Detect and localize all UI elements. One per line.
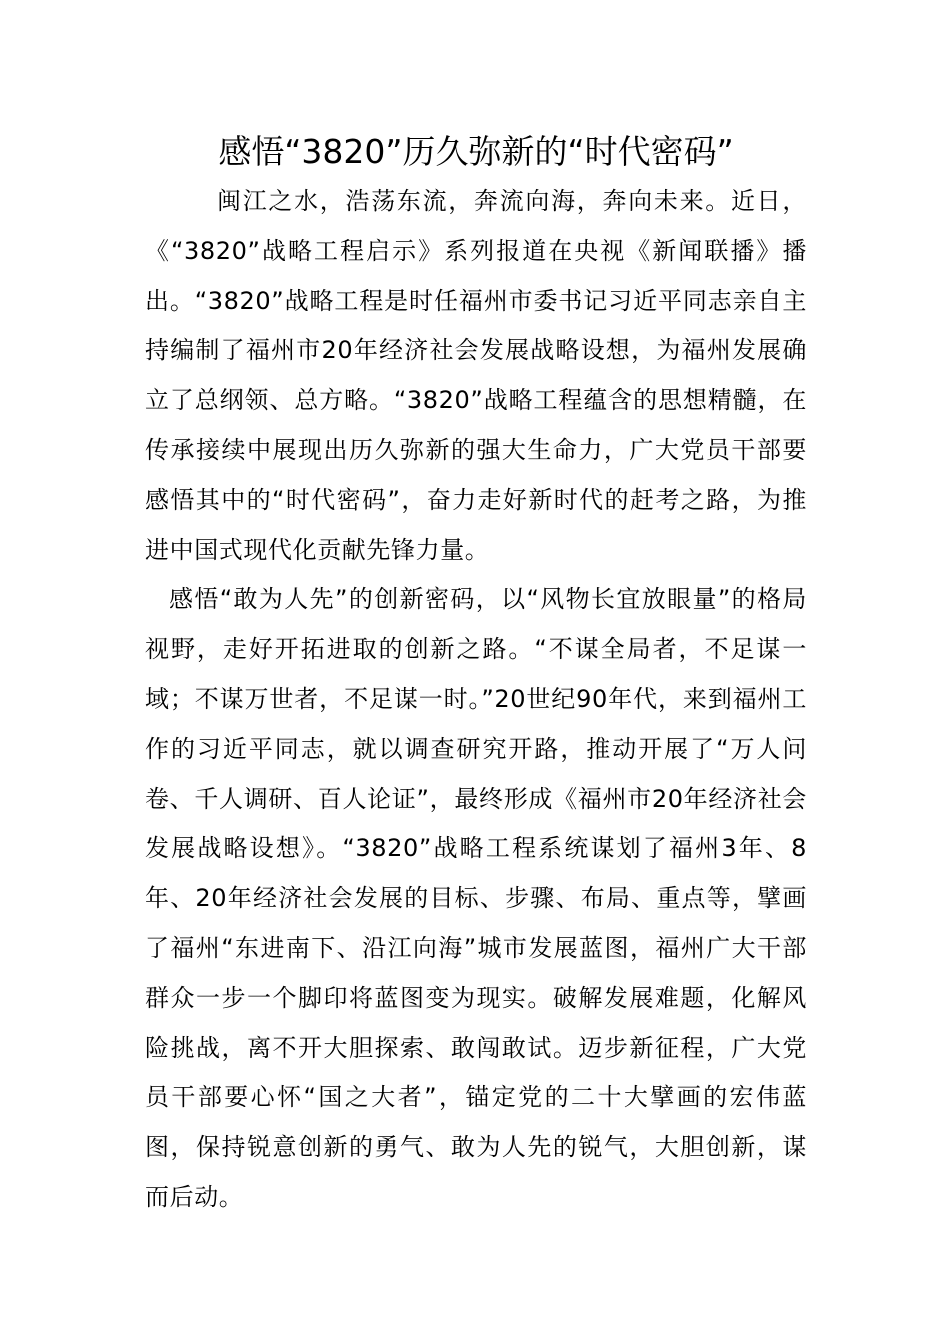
- document-title: 感悟“3820”历久弥新的“时代密码”: [218, 132, 734, 171]
- paragraph-intro: 闽江之水，浩荡东流，奔流向海，奔向未来。近日，《“3820”战略工程启示》系列报道在央视《新闻联播》播出。“3820”战略工程是时任福州市委书记习近平同志亲自主持编制了福州市20年经济社会发展战略设想，为福州发展确立了总纲领、总方略。“3820”战略工程蕴含的思想精髓，在传承接续中展现出历久弥新的强大生命力，广大党员干部要感悟其中的“时代密码”，奋力走好新时代的赶考之路，为推进中国式现代化贡献先锋力量。: [145, 187, 807, 564]
- paragraph-innovation: 感悟“敢为人先”的创新密码，以“风物长宜放眼量”的格局视野，走好开拓进取的创新之路。“不谋全局者，不足谋一域；不谋万世者，不足谋一时。”20世纪90年代，来到福州工作的习近平同志，就以调查研究开路，推动开展了“万人问卷、千人调研、百人论证”，最终形成《福州市20年经济社会发展战略设想》。“3820”战略工程系统谋划了福州3年、8年、20年经济社会发展的目标、步骤、布局、重点等，擘画了福州“东进南下、沿江向海”城市发展蓝图，福州广大干部群众一步一个脚印将蓝图变为现实。破解发展难题，化解风险挑战，离不开大胆探索、敢闯敢试。迈步新征程，广大党员干部要心怀“国之大者”，锚定党的二十大擘画的宏伟蓝图，保持锐意创新的勇气、敢为人先的锐气，大胆创新，谋而后动。: [145, 585, 807, 1211]
- document-body: [145, 177, 807, 1223]
